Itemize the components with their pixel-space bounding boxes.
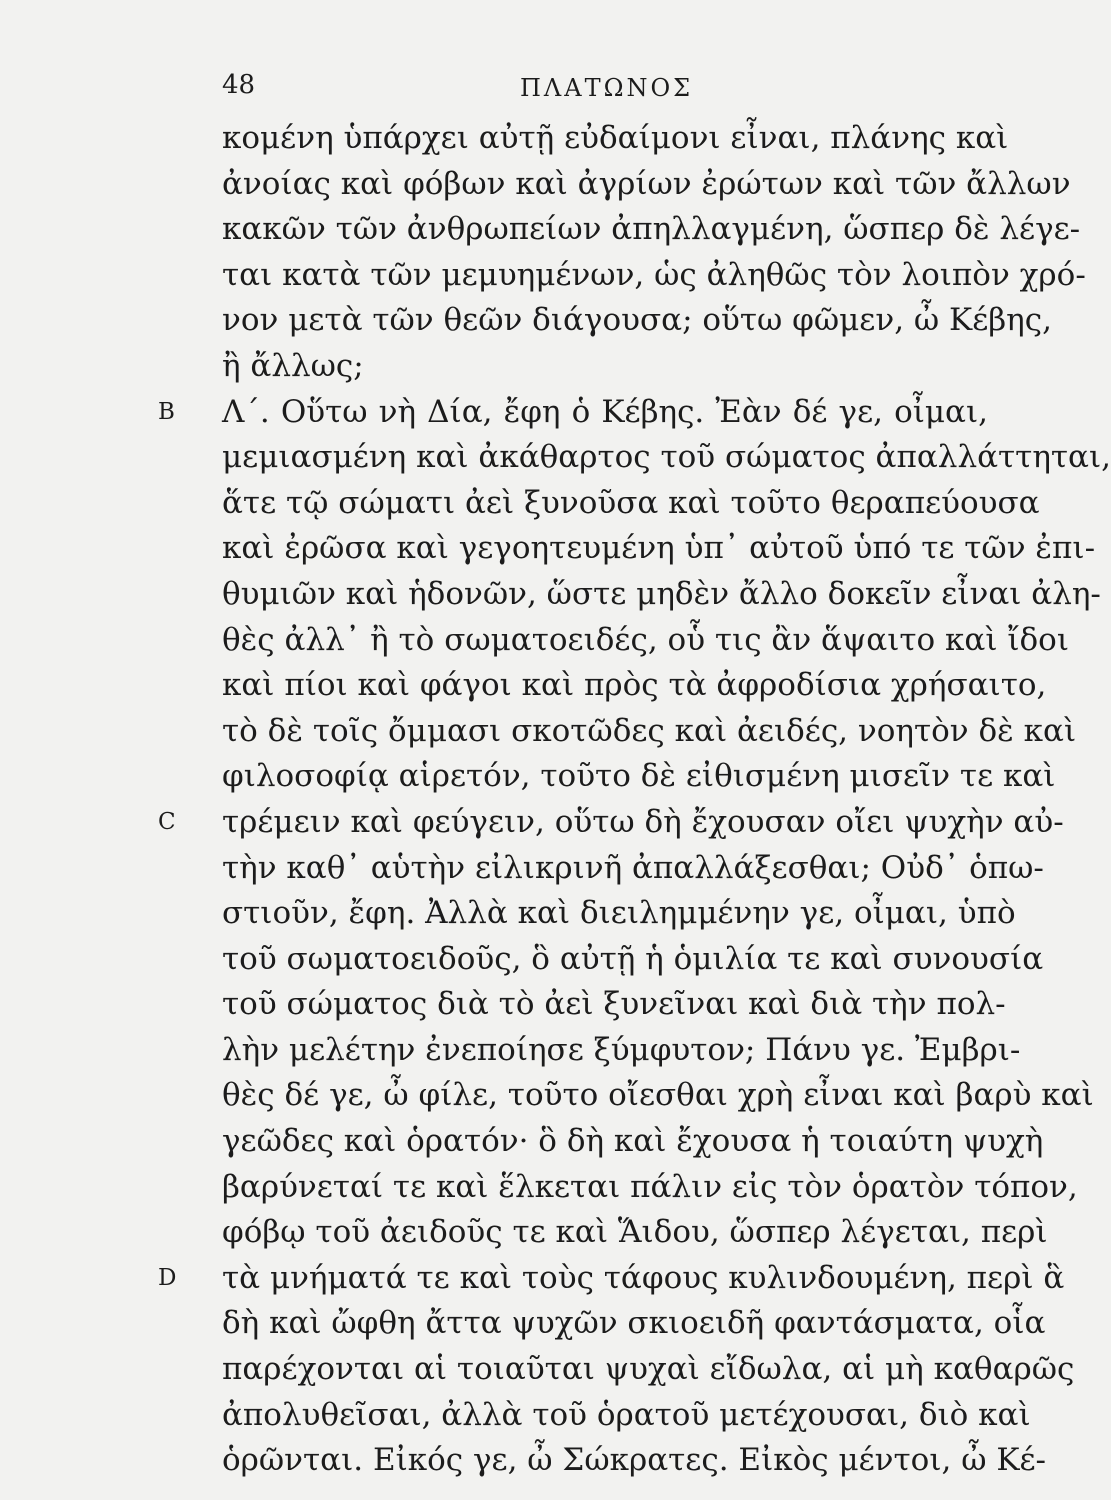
- text-line: θὲς ἀλλ᾿ ἢ τὸ σωματοειδές, οὗ τις ἂν ἅψαιτο καὶ ἴδοι: [222, 621, 1070, 658]
- text-line: ἢ ἄλλως;: [222, 347, 364, 384]
- text-line: ἅτε τῷ σώματι ἀεὶ ξυνοῦσα καὶ τοῦτο θεραπεύουσα: [222, 484, 1040, 521]
- text-line: νον μετὰ τῶν θεῶν διάγουσα; οὕτω φῶμεν, ὦ Κέβης,: [222, 302, 1052, 339]
- text-line: θὲς δέ γε, ὦ φίλε, τοῦτο οἴεσθαι χρὴ εἶναι καὶ βαρὺ καὶ: [222, 1077, 1094, 1114]
- text-line: τὸ δὲ τοῖς ὄμμασι σκοτῶδες καὶ ἀειδές, νοητὸν δὲ καὶ: [222, 712, 1077, 749]
- text-line: τοῦ σωματοειδοῦς, ὃ αὐτῇ ἡ ὁμιλία τε καὶ συνουσία: [222, 940, 1044, 977]
- text-line: στιοῦν, ἔφη. Ἀλλὰ καὶ διειλημμένην γε, οἶμαι, ὑπὸ: [222, 895, 1016, 932]
- text-line: θυμιῶν καὶ ἡδονῶν, ὥστε μηδὲν ἄλλο δοκεῖν εἶναι ἀλη-: [222, 575, 1101, 612]
- text-line: τὴν καθ᾿ αὑτὴν εἰλικρινῆ ἀπαλλάξεσθαι; Οὐδ᾿ ὁπω-: [222, 849, 1044, 886]
- text-block: [0, 116, 1111, 1484]
- text-line: κακῶν τῶν ἀνθρωπείων ἀπηλλαγμένη, ὥσπερ δὲ λέγε-: [222, 211, 1081, 248]
- text-line: τοῦ σώματος διὰ τὸ ἀεὶ ξυνεῖναι καὶ διὰ τὴν πολ-: [222, 986, 1006, 1023]
- page-number: 48: [222, 70, 256, 100]
- text-line: ὁρῶνται. Εἰκός γε, ὦ Σώκρατες. Εἰκὸς μέντοι, ὦ Κέ-: [222, 1442, 1047, 1479]
- text-line: ἀπολυθεῖσαι, ἀλλὰ τοῦ ὁρατοῦ μετέχουσαι, διὸ καὶ: [222, 1396, 1031, 1433]
- text-line: φόβῳ τοῦ ἀειδοῦς τε καὶ Ἅιδου, ὥσπερ λέγεται, περὶ: [222, 1214, 1048, 1251]
- text-line: παρέχονται αἱ τοιαῦται ψυχαὶ εἴδωλα, αἱ μὴ καθαρῶς: [222, 1351, 1075, 1388]
- text-line: κομένη ὑπάρχει αὐτῇ εὐδαίμονι εἶναι, πλάνης καὶ: [222, 120, 1009, 156]
- text-line: καὶ πίοι καὶ φάγοι καὶ πρὸς τὰ ἀφροδίσια χρήσαιτο,: [222, 667, 1047, 704]
- margin-letter-d: D: [158, 1264, 177, 1291]
- text-line: βαρύνεταί τε καὶ ἕλκεται πάλιν εἰς τὸν ὁρατὸν τόπον,: [222, 1168, 1078, 1205]
- text-line: γεῶδες καὶ ὁρατόν· ὃ δὴ καὶ ἔχουσα ἡ τοιαύτη ψυχὴ: [222, 1123, 1044, 1160]
- text-line: λὴν μελέτην ἐνεποίησε ξύμφυτον; Πάνυ γε. Ἐμβρι-: [222, 1031, 1021, 1068]
- text-line: δὴ καὶ ὤφθη ἄττα ψυχῶν σκιοειδῆ φαντάσματα, οἷα: [222, 1305, 1046, 1342]
- text-line: B Λ΄. Οὕτω νὴ Δία, ἔφη ὁ Κέβης. Ἐὰν δέ γε, οἶμαι,: [0, 390, 1071, 436]
- text-line: D τὰ μνήματά τε καὶ τοὺς τάφους κυλινδουμένη, περὶ ἃ: [0, 1256, 1071, 1302]
- margin-letter-b: B: [158, 398, 175, 425]
- text-line: ἀνοίας καὶ φόβων καὶ ἀγρίων ἐρώτων καὶ τῶν ἄλλων: [222, 165, 1071, 202]
- page-header: [0, 70, 1071, 110]
- text-line: ται κατὰ τῶν μεμυημένων, ὡς ἀληθῶς τὸν λοιπὸν χρό-: [222, 256, 1086, 293]
- text-line: καὶ ἐρῶσα καὶ γεγοητευμένη ὑπ᾿ αὐτοῦ ὑπό τε τῶν ἐπι-: [222, 530, 1096, 567]
- margin-letter-c: C: [158, 808, 176, 835]
- running-title: ΠΛΑΤΩΝΟΣ: [520, 74, 694, 102]
- text-line: φιλοσοφίᾳ αἱρετόν, τοῦτο δὲ εἰθισμένη μισεῖν τε καὶ: [222, 758, 1056, 795]
- text-line: C τρέμειν καὶ φεύγειν, οὕτω δὴ ἔχουσαν οἴει ψυχὴν αὐ-: [0, 800, 1071, 846]
- text-line: μεμιασμένη καὶ ἀκάθαρτος τοῦ σώματος ἀπαλλάττηται,: [222, 439, 1111, 476]
